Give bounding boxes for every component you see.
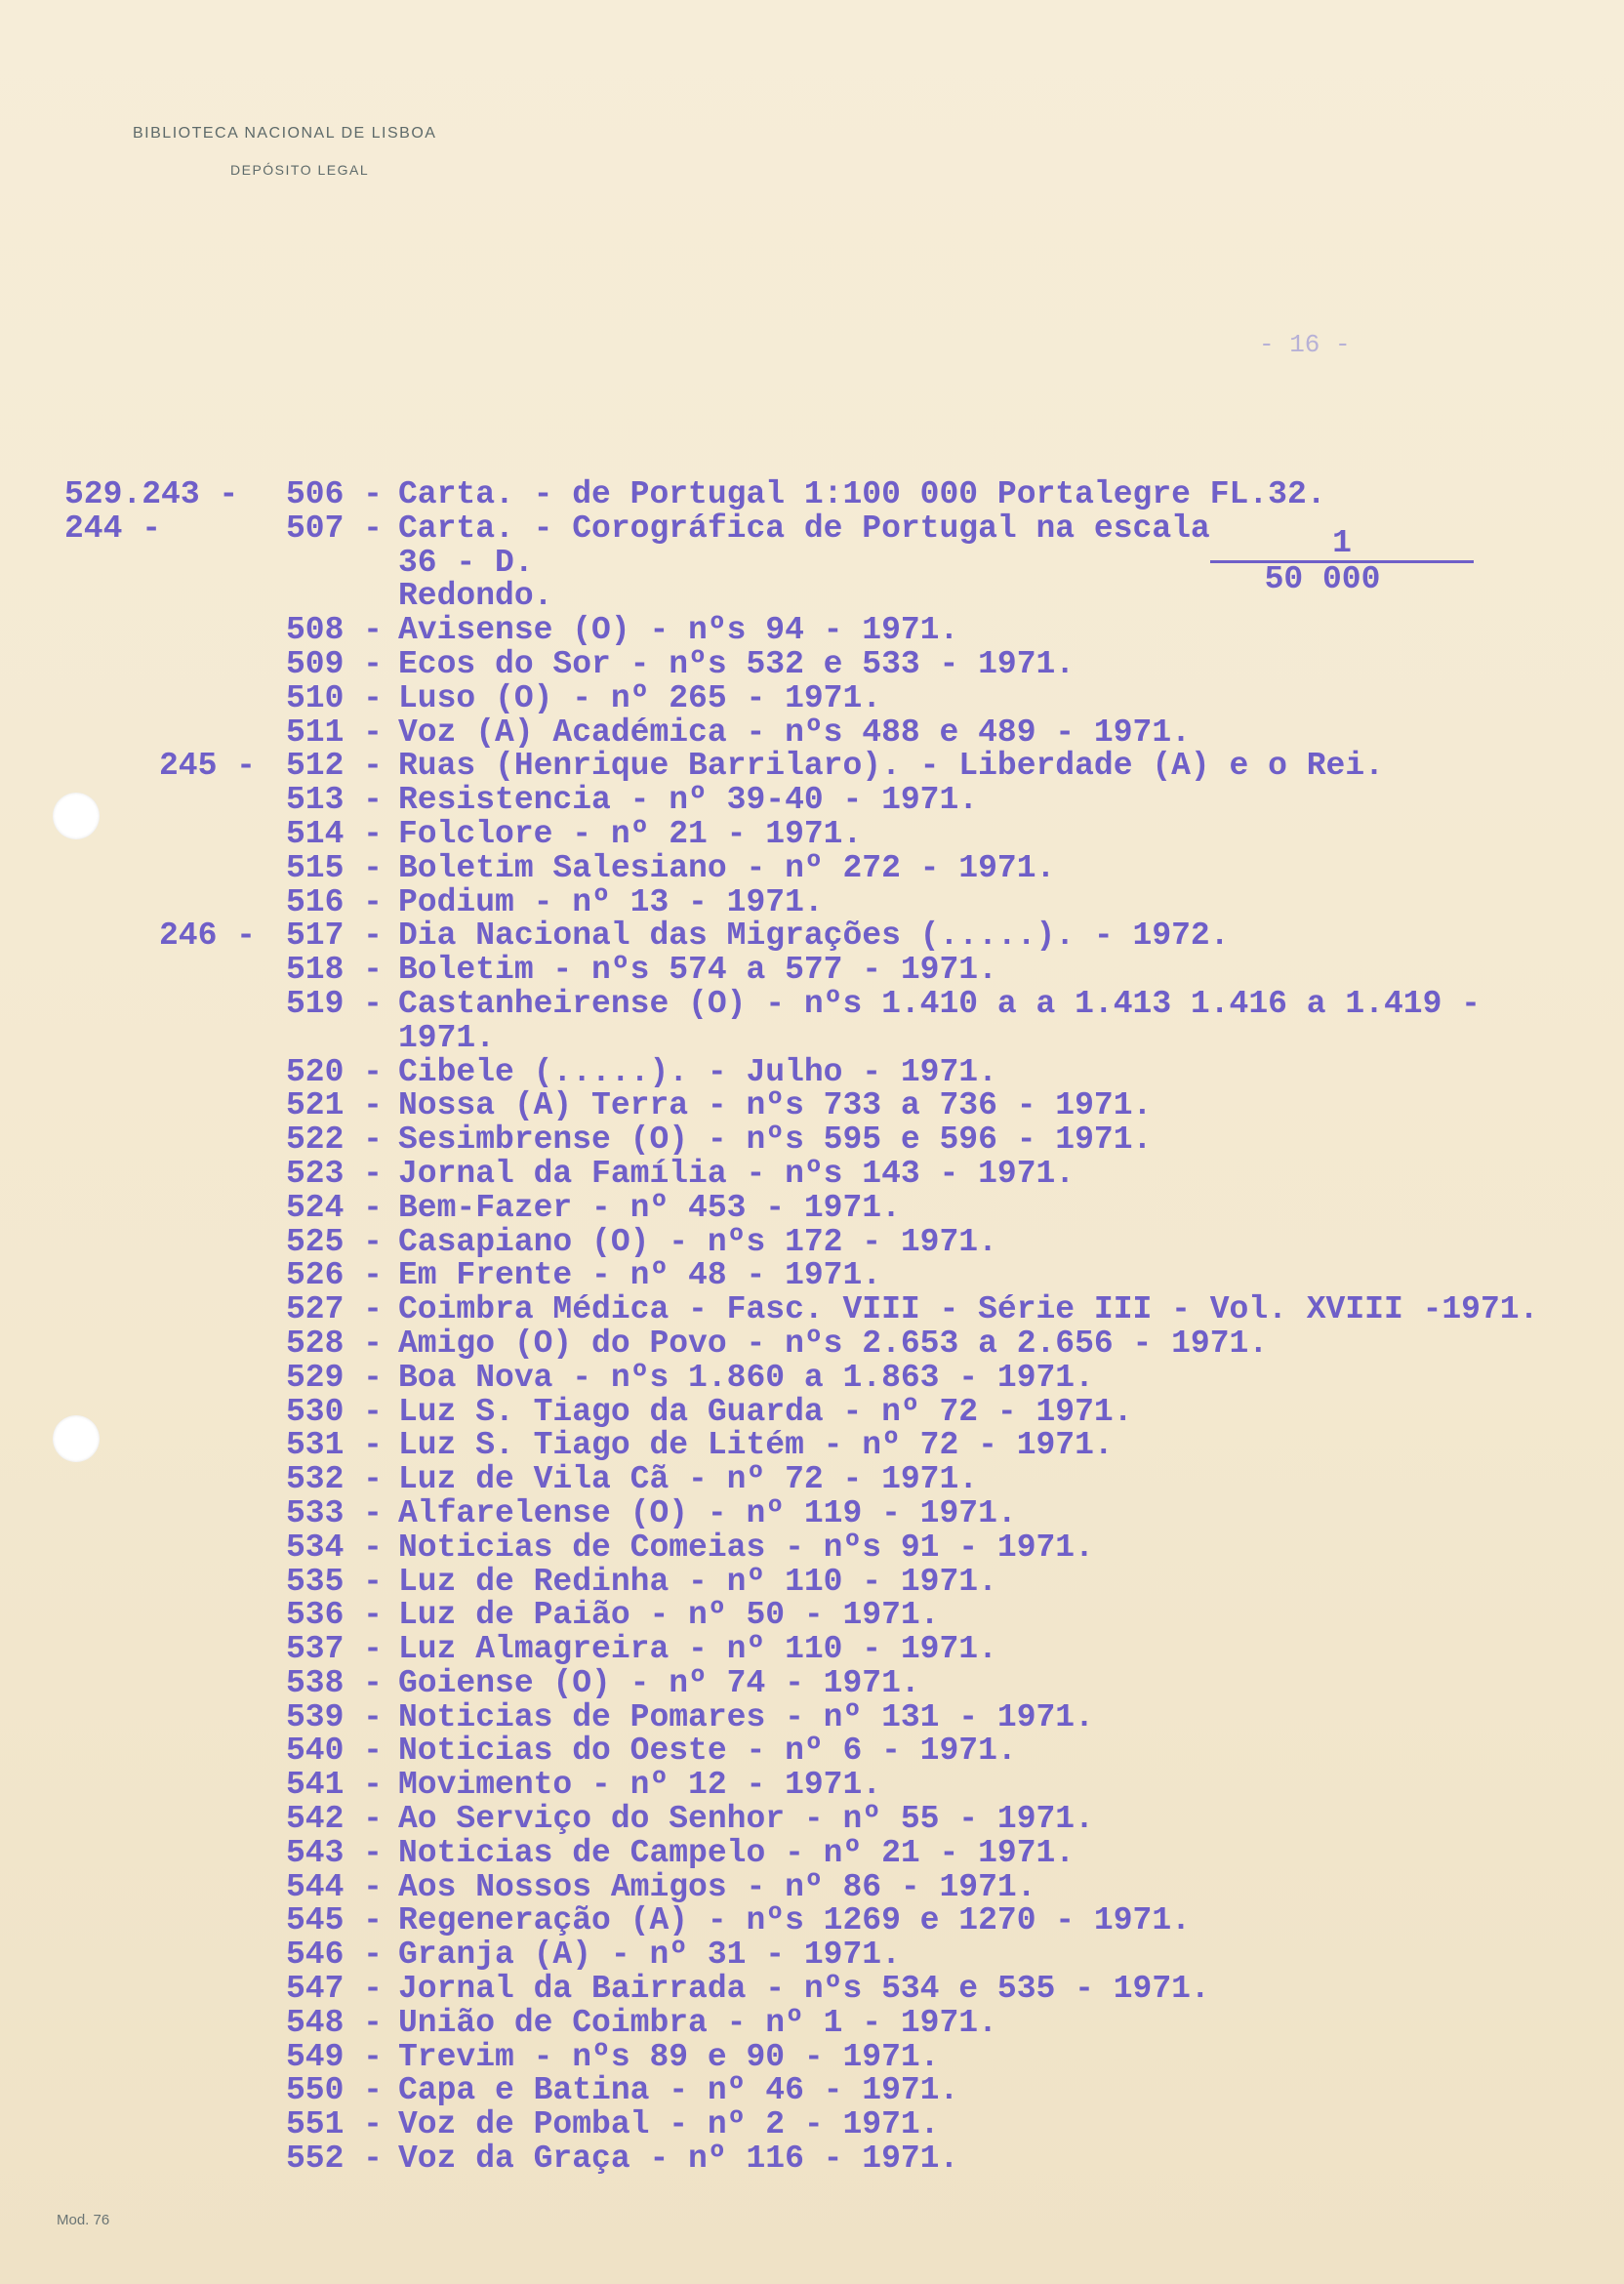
deposit-group-number <box>142 1734 256 1769</box>
entry-number: 510 - <box>285 679 383 716</box>
entry-text: Noticias de Comeias - nºs 91 - 1971. <box>398 1529 1094 1566</box>
list-item <box>64 1834 1538 1871</box>
entry-number: 507 - <box>285 510 383 547</box>
deposit-group-number <box>142 2108 256 2142</box>
scale-fraction <box>1210 527 1474 596</box>
classification-ref <box>64 1837 142 1871</box>
classification-ref <box>64 1089 142 1123</box>
entry-text: Carta. - Corográfica de Portugal na escala <box>398 510 1210 547</box>
entry-text: Redondo. <box>398 578 553 615</box>
deposit-group-number <box>142 1837 256 1871</box>
deposit-group-number <box>142 2041 256 2075</box>
entry-text: Cibele (.....). - Julho - 1971. <box>398 1053 997 1090</box>
entry-text: Dia Nacional das Migrações (.....). - 1972. <box>398 918 1230 955</box>
entry-number: 537 - <box>285 1631 383 1668</box>
deposit-group-number <box>142 1327 256 1362</box>
deposit-group-number <box>142 1429 256 1463</box>
entry-text: Folclore - nº 21 - 1971. <box>398 815 863 852</box>
deposit-group-number <box>142 1938 256 1973</box>
entry-number: 523 - <box>285 1155 383 1192</box>
classification-ref <box>64 886 142 920</box>
letterhead <box>133 125 436 178</box>
entry-text: Aos Nossos Amigos - nº 86 - 1971. <box>398 1868 1036 1905</box>
deposit-group-number <box>142 1089 256 1123</box>
entry-number: 535 - <box>285 1563 383 1600</box>
classification-ref: 244 - <box>64 510 162 547</box>
entry-number: 524 - <box>285 1189 383 1226</box>
classification-ref <box>64 1226 142 1260</box>
entry-text: Carta. - de Portugal 1:100 000 Portalegre FL.32. <box>398 476 1326 512</box>
list-item <box>64 1734 1538 1769</box>
classification-ref <box>64 954 142 988</box>
deposit-group-number <box>142 1158 256 1192</box>
classification-ref <box>64 1633 142 1667</box>
entry-text: Goiense (O) - nº 74 - 1971. <box>398 1664 920 1701</box>
entry-number: 538 - <box>285 1664 383 1701</box>
list-item <box>64 1698 1538 1735</box>
entry-text: Boa Nova - nºs 1.860 a 1.863 - 1971. <box>398 1359 1094 1396</box>
entry-text: Alfarelense (O) - nº 119 - 1971. <box>398 1494 1017 1531</box>
classification-ref <box>64 2108 142 2142</box>
list-item <box>64 1123 1538 1158</box>
entry-text: Noticias do Oeste - nº 6 - 1971. <box>398 1733 1017 1770</box>
entry-number: 539 - <box>285 1698 383 1735</box>
classification-ref <box>64 1327 142 1362</box>
deposit-group-number <box>142 547 256 581</box>
entry-text: Coimbra Médica - Fasc. VIII - Série III - Vol. XVIII -1971. <box>398 1291 1539 1328</box>
entry-text: Casapiano (O) - nºs 172 - 1971. <box>398 1223 997 1260</box>
classification-ref <box>64 818 142 852</box>
deposit-group-number <box>142 1871 256 1905</box>
classification-ref <box>64 1123 142 1158</box>
classification-ref <box>64 682 142 716</box>
list-item <box>64 1155 1538 1192</box>
list-item <box>64 2108 1538 2142</box>
classification-ref <box>64 2007 142 2041</box>
classification-ref <box>64 1362 142 1396</box>
classification-ref <box>64 580 142 614</box>
entry-text: Podium - nº 13 - 1971. <box>398 883 824 920</box>
list-item <box>64 1463 1538 1497</box>
classification-ref <box>64 1497 142 1531</box>
entry-text: Capa e Batina - nº 46 - 1971. <box>398 2072 959 2109</box>
classification-ref <box>64 1396 142 1430</box>
list-item <box>64 1327 1538 1362</box>
entry-number: 534 - <box>285 1529 383 1566</box>
deposit-group-number <box>142 2007 256 2041</box>
classification-ref <box>64 1667 142 1701</box>
deposit-group-number: 246 - <box>158 918 256 955</box>
entry-number: 519 - <box>285 985 383 1022</box>
deposit-group-number <box>142 1259 256 1293</box>
deposit-group-number <box>142 1701 256 1735</box>
entry-text: Jornal da Família - nºs 143 - 1971. <box>398 1155 1076 1192</box>
list-item <box>64 1904 1538 1938</box>
list-item <box>64 1599 1538 1633</box>
deposit-group-number <box>142 1667 256 1701</box>
entry-text: Em Frente - nº 48 - 1971. <box>398 1257 882 1294</box>
classification-ref <box>64 852 142 886</box>
deposit-group-number <box>142 1904 256 1938</box>
list-item <box>64 2004 1538 2041</box>
classification-ref <box>64 1056 142 1090</box>
entry-number: 509 - <box>285 645 383 682</box>
deposit-group-number <box>142 648 256 682</box>
list-item <box>64 2038 1538 2075</box>
classification-ref <box>64 1734 142 1769</box>
entry-number: 511 - <box>285 714 383 751</box>
deposit-group-number <box>142 1022 256 1056</box>
deposit-group-number <box>142 852 256 886</box>
list-item <box>64 750 1538 784</box>
entry-number: 544 - <box>285 1868 383 1905</box>
list-item <box>64 1769 1538 1803</box>
entry-number: 549 - <box>285 2038 383 2075</box>
entry-number: 526 - <box>285 1257 383 1294</box>
entry-number: 506 - <box>285 476 383 512</box>
entry-text: Ecos do Sor - nºs 532 e 533 - 1971. <box>398 645 1076 682</box>
entry-text: Voz (A) Académica - nºs 488 e 489 - 1971. <box>398 714 1191 751</box>
entry-text: Castanheirense (O) - nºs 1.410 a a 1.413 1.416 a 1.419 - <box>398 985 1481 1022</box>
entry-number: 536 - <box>285 1597 383 1634</box>
entry-number: 540 - <box>285 1733 383 1770</box>
list-item <box>64 716 1538 751</box>
list-item <box>64 1053 1538 1090</box>
entry-number: 522 - <box>285 1122 383 1159</box>
list-item <box>64 883 1538 920</box>
list-item <box>64 1803 1538 1837</box>
deposit-group-number <box>142 1973 256 2007</box>
letterhead-institution: BIBLIOTECA NACIONAL DE LISBOA <box>133 125 437 142</box>
entry-number: 541 - <box>285 1767 383 1804</box>
deposit-group-number <box>142 614 256 648</box>
entry-number: 543 - <box>285 1834 383 1871</box>
entry-number: 548 - <box>285 2004 383 2041</box>
list-item <box>64 1189 1538 1226</box>
entry-text: Luz de Paião - nº 50 - 1971. <box>398 1597 940 1634</box>
entry-text: Granja (A) - nº 31 - 1971. <box>398 1937 901 1974</box>
deposit-group-number <box>142 1769 256 1803</box>
deposit-group-number <box>142 1396 256 1430</box>
classification-ref <box>64 2074 142 2108</box>
entry-text: Luz Almagreira - nº 110 - 1971. <box>398 1631 997 1668</box>
deposit-group-number <box>142 1226 256 1260</box>
entry-text: Trevim - nºs 89 e 90 - 1971. <box>398 2038 940 2075</box>
scale-denominator: 50 000 <box>1264 561 1381 597</box>
classification-ref <box>64 1938 142 1973</box>
classification-ref <box>64 1531 142 1566</box>
list-item <box>64 1359 1538 1396</box>
entry-number: 514 - <box>285 815 383 852</box>
deposit-group-number <box>142 1056 256 1090</box>
deposit-group-number <box>142 682 256 716</box>
entry-number <box>256 580 398 614</box>
entry-number: 542 - <box>285 1801 383 1838</box>
classification-ref <box>64 1429 142 1463</box>
classification-ref <box>64 2041 142 2075</box>
deposit-entry-list <box>64 478 1538 2177</box>
classification-ref <box>64 1701 142 1735</box>
list-item <box>64 1868 1538 1905</box>
list-item <box>64 2142 1538 2177</box>
list-item <box>64 1633 1538 1667</box>
list-item <box>64 815 1538 852</box>
classification-ref <box>64 1293 142 1327</box>
deposit-group-number <box>142 1599 256 1633</box>
classification-ref <box>64 648 142 682</box>
classification-ref <box>64 1463 142 1497</box>
classification-ref <box>64 1566 142 1600</box>
list-item <box>64 645 1538 682</box>
entry-number: 551 - <box>285 2106 383 2143</box>
entry-number: 521 - <box>285 1087 383 1124</box>
classification-ref <box>64 1871 142 1905</box>
classification-ref <box>64 2142 142 2177</box>
deposit-group-number: 245 - <box>158 748 256 785</box>
entry-number: 530 - <box>285 1393 383 1430</box>
entry-number: 527 - <box>285 1291 383 1328</box>
deposit-group-number <box>142 818 256 852</box>
entry-number: 508 - <box>285 612 383 649</box>
classification-ref <box>64 988 142 1022</box>
entry-text: União de Coimbra - nº 1 - 1971. <box>398 2004 997 2041</box>
list-item <box>64 2074 1538 2108</box>
entry-text: Voz da Graça - nº 116 - 1971. <box>398 2141 959 2178</box>
deposit-group-number <box>142 886 256 920</box>
list-item <box>64 1019 1538 1056</box>
deposit-group-number <box>142 784 256 818</box>
entry-text: Amigo (O) do Povo - nºs 2.653 a 2.656 - 1971. <box>398 1325 1269 1362</box>
entry-number <box>256 547 398 581</box>
deposit-group-number <box>142 478 256 512</box>
entry-number <box>256 1022 398 1056</box>
deposit-group-number <box>142 1633 256 1667</box>
entry-number: 515 - <box>285 849 383 886</box>
entry-number: 516 - <box>285 883 383 920</box>
entry-text: Movimento - nº 12 - 1971. <box>398 1767 882 1804</box>
entry-text: Ruas (Henrique Barrilaro). - Liberdade (A) e o Rei. <box>398 748 1384 785</box>
deposit-group-number <box>142 1531 256 1566</box>
deposit-group-number <box>142 1497 256 1531</box>
list-item <box>64 1664 1538 1701</box>
deposit-group-number <box>142 1566 256 1600</box>
entry-text: Boletim Salesiano - nº 272 - 1971. <box>398 849 1056 886</box>
entry-text: Luz S. Tiago de Litém - nº 72 - 1971. <box>398 1427 1114 1464</box>
deposit-group-number <box>142 1123 256 1158</box>
entry-number: 512 - <box>285 748 383 785</box>
classification-ref <box>64 614 142 648</box>
page-number: - 16 - <box>1259 330 1351 359</box>
deposit-group-number <box>142 2074 256 2108</box>
classification-ref <box>64 1599 142 1633</box>
classification-ref <box>64 784 142 818</box>
deposit-group-number <box>142 716 256 751</box>
list-item <box>64 1293 1538 1327</box>
list-item <box>64 679 1538 716</box>
classification-ref: 529.243 - <box>64 476 239 512</box>
entry-text: Bem-Fazer - nº 453 - 1971. <box>398 1189 901 1226</box>
list-item <box>64 1973 1538 2007</box>
classification-ref <box>64 1158 142 1192</box>
list-item <box>64 1494 1538 1531</box>
entry-text: 36 - D. <box>398 544 534 581</box>
entry-number: 546 - <box>285 1937 383 1974</box>
entry-text: Noticias de Pomares - nº 131 - 1971. <box>398 1698 1094 1735</box>
deposit-group-number <box>142 1362 256 1396</box>
list-item <box>64 1259 1538 1293</box>
list-item <box>64 954 1538 988</box>
entry-text: 1971. <box>398 1019 496 1056</box>
classification-ref <box>64 1259 142 1293</box>
classification-ref <box>64 1022 142 1056</box>
entry-number: 518 - <box>285 952 383 989</box>
classification-ref <box>64 1973 142 2007</box>
letterhead-department: DEPÓSITO LEGAL <box>230 162 370 178</box>
entry-number: 531 - <box>285 1427 383 1464</box>
entry-number: 520 - <box>285 1053 383 1090</box>
list-item <box>64 985 1538 1022</box>
deposit-group-number <box>142 1803 256 1837</box>
form-model-number: Mod. 76 <box>57 2212 110 2228</box>
entry-number: 547 - <box>285 1971 383 2008</box>
classification-ref <box>64 1803 142 1837</box>
deposit-group-number <box>142 580 256 614</box>
classification-ref <box>64 1192 142 1226</box>
classification-ref <box>64 750 142 784</box>
deposit-group-number <box>142 1293 256 1327</box>
entry-text: Avisense (O) - nºs 94 - 1971. <box>398 612 959 649</box>
classification-ref <box>64 1904 142 1938</box>
entry-number: 529 - <box>285 1359 383 1396</box>
list-item <box>64 1089 1538 1123</box>
entry-number: 513 - <box>285 782 383 819</box>
deposit-group-number <box>142 954 256 988</box>
list-item <box>64 1223 1538 1260</box>
list-item <box>64 919 1538 954</box>
entry-number: 550 - <box>285 2072 383 2109</box>
entry-text: Luz S. Tiago da Guarda - nº 72 - 1971. <box>398 1393 1133 1430</box>
entry-text: Luz de Vila Cã - nº 72 - 1971. <box>398 1461 979 1498</box>
list-item <box>64 478 1538 512</box>
deposit-group-number <box>142 1463 256 1497</box>
entry-number: 528 - <box>285 1325 383 1362</box>
deposit-group-number <box>142 1192 256 1226</box>
entry-text: Nossa (A) Terra - nºs 733 a 736 - 1971. <box>398 1087 1153 1124</box>
list-item <box>64 1531 1538 1566</box>
entry-text: Sesimbrense (O) - nºs 595 e 596 - 1971. <box>398 1122 1153 1159</box>
entry-text: Boletim - nºs 574 a 577 - 1971. <box>398 952 997 989</box>
entry-text: Jornal da Bairrada - nºs 534 e 535 - 1971. <box>398 1971 1210 2008</box>
entry-text: Luso (O) - nº 265 - 1971. <box>398 679 882 716</box>
entry-number: 533 - <box>285 1494 383 1531</box>
entry-number: 525 - <box>285 1223 383 1260</box>
list-item <box>64 849 1538 886</box>
classification-ref <box>64 716 142 751</box>
list-item <box>64 1429 1538 1463</box>
list-item <box>64 1393 1538 1430</box>
classification-ref <box>64 547 142 581</box>
list-item <box>64 1563 1538 1600</box>
entry-text: Voz de Pombal - nº 2 - 1971. <box>398 2106 940 2143</box>
list-item <box>64 614 1538 648</box>
entry-number: 552 - <box>285 2141 383 2178</box>
list-item <box>64 784 1538 818</box>
entry-text: Resistencia - nº 39-40 - 1971. <box>398 782 979 819</box>
entry-number: 517 - <box>285 918 383 955</box>
entry-text: Regeneração (A) - nºs 1269 e 1270 - 1971. <box>398 1902 1191 1939</box>
entry-number: 545 - <box>285 1902 383 1939</box>
deposit-group-number <box>142 2142 256 2177</box>
deposit-group-number <box>142 512 256 547</box>
scale-numerator: 1 <box>1210 527 1474 563</box>
classification-ref <box>64 1769 142 1803</box>
entry-text: Noticias de Campelo - nº 21 - 1971. <box>398 1834 1076 1871</box>
entry-text: Ao Serviço do Senhor - nº 55 - 1971. <box>398 1801 1094 1838</box>
entry-number: 532 - <box>285 1461 383 1498</box>
deposit-group-number <box>142 988 256 1022</box>
list-item <box>64 1938 1538 1973</box>
entry-text: Luz de Redinha - nº 110 - 1971. <box>398 1563 997 1600</box>
classification-ref <box>64 919 142 954</box>
